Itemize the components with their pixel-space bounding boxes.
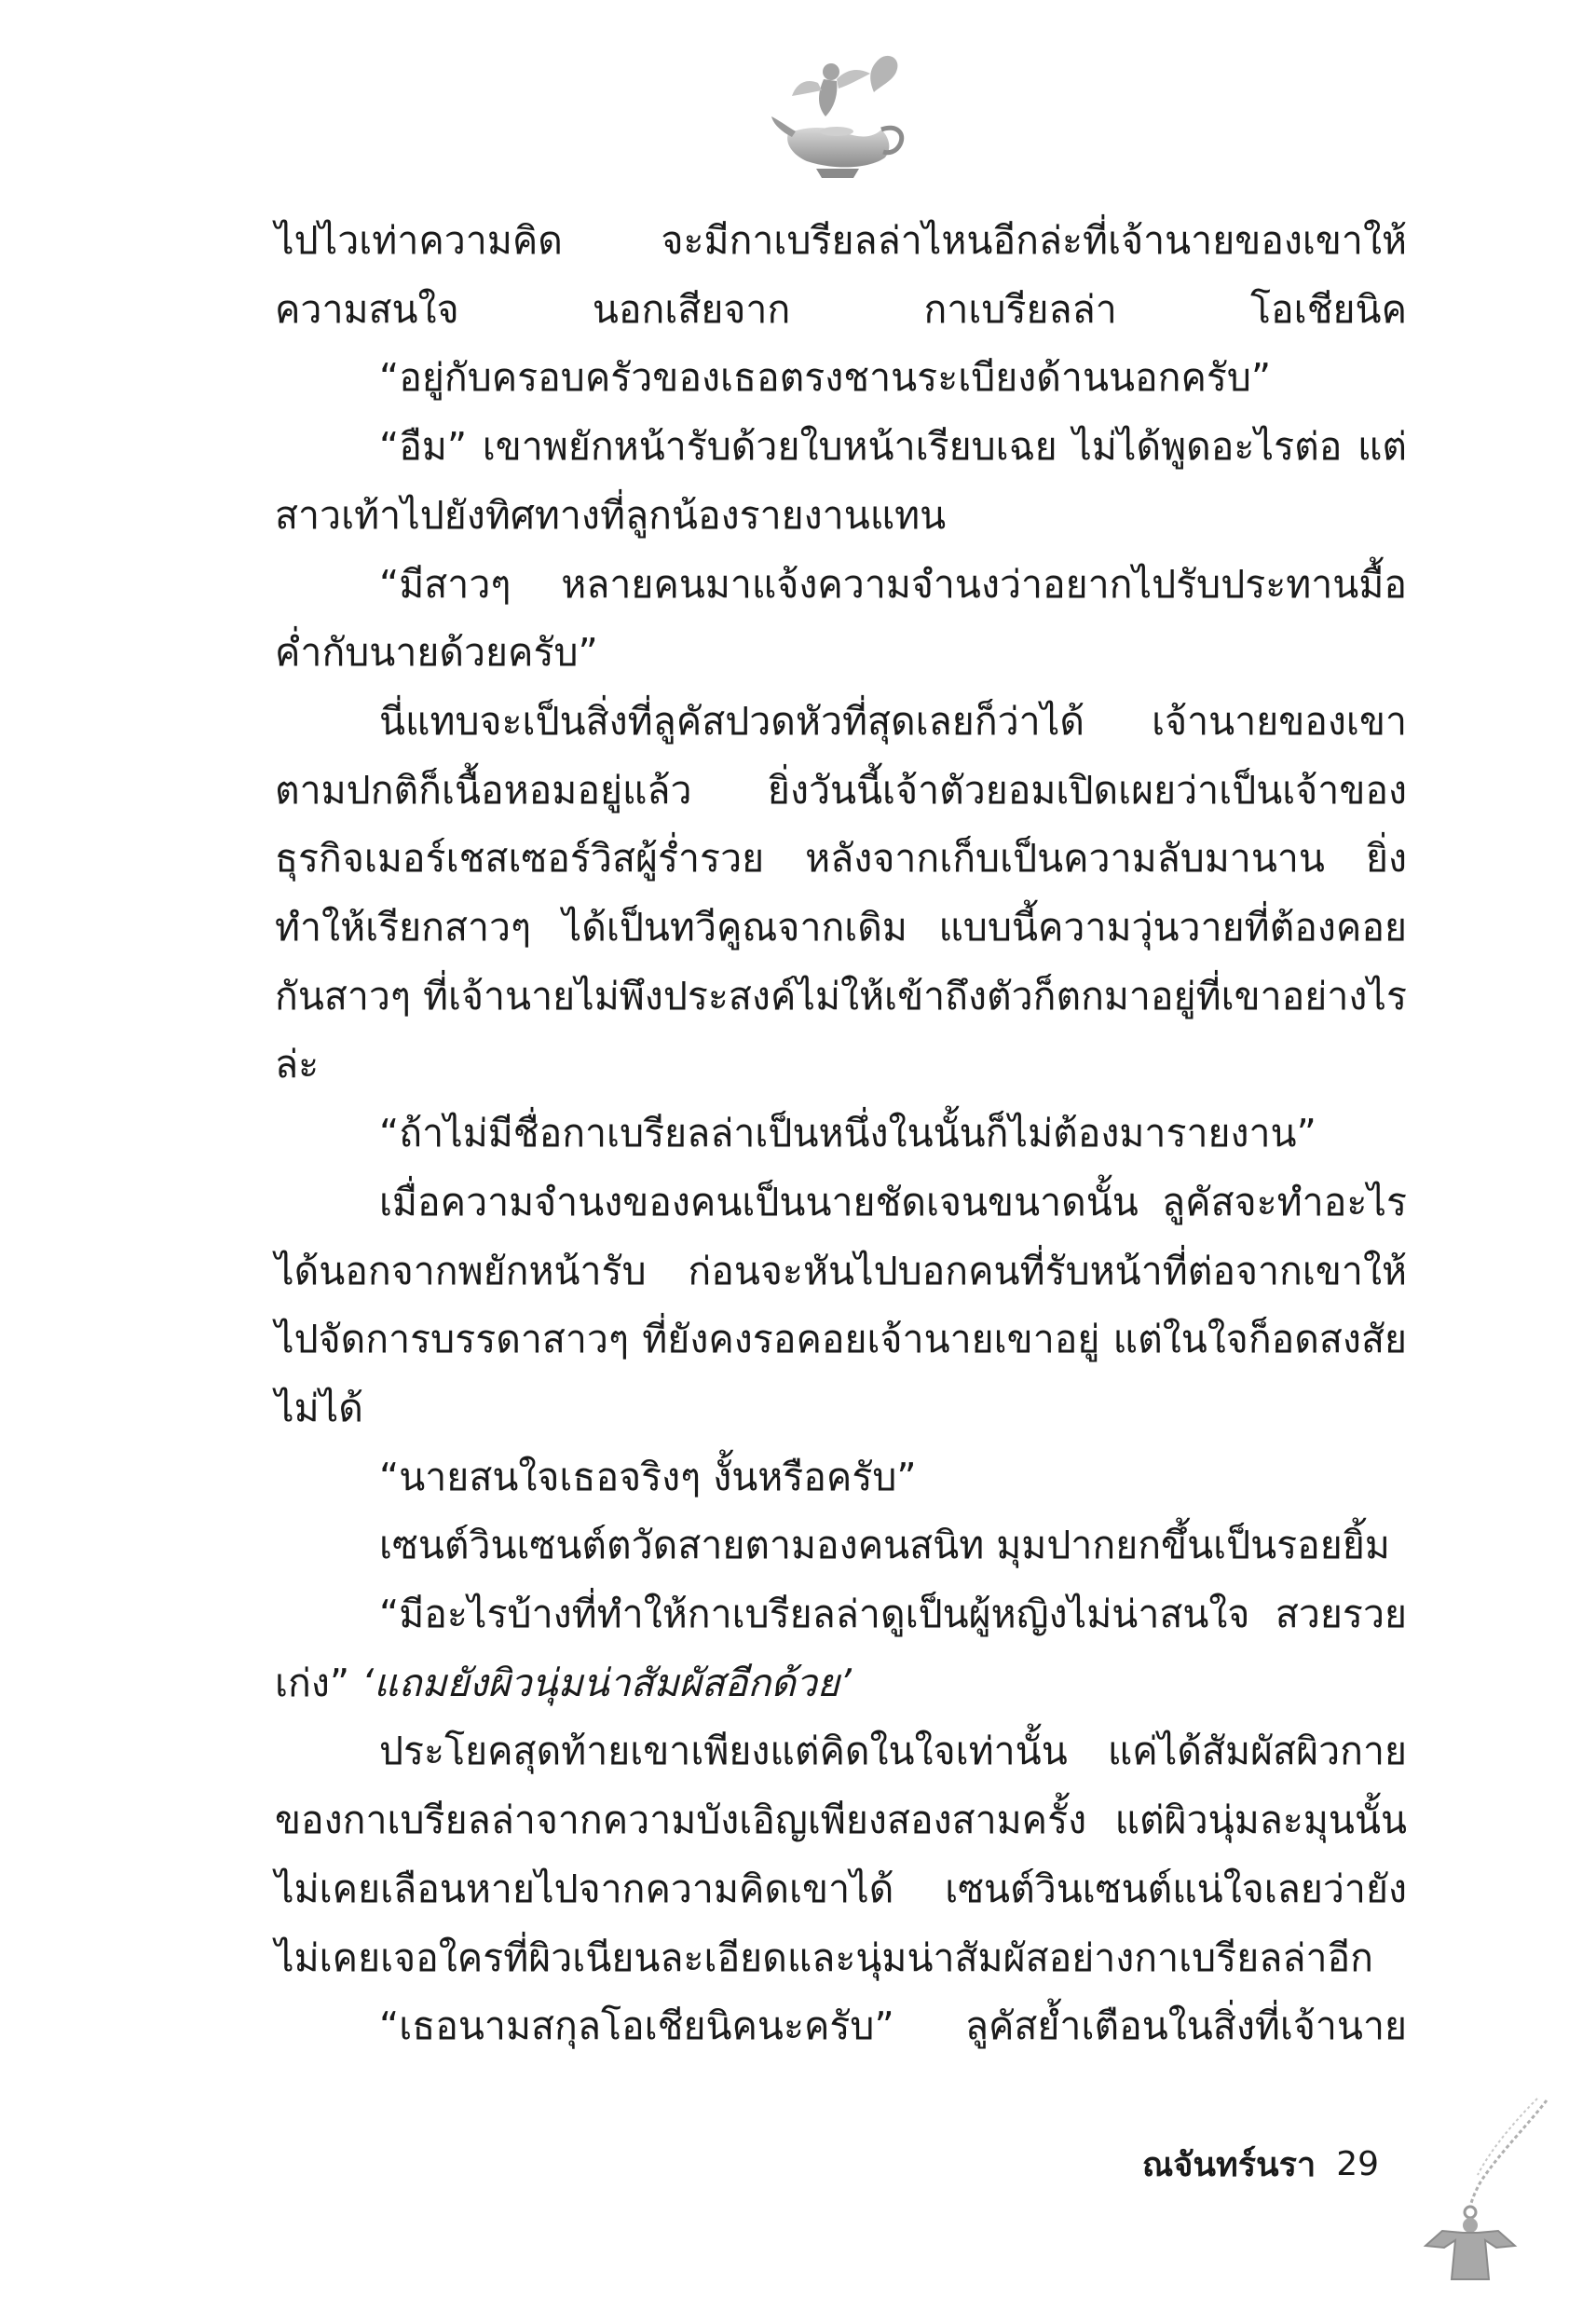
paragraph-5: นี่แทบจะเป็นสิ่งที่ลูคัสปวดหัวที่สุดเลยก็ว่าได้ เจ้านายของเขาตามปกติก็เนื้อหอมอยู่แล้ว ยิ่งวันนี้เจ้าตัวยอมเปิดเผยว่าเป็นเจ้าของธุรกิจเมอร์เชสเซอร์วิสผู้ร่ำรวย หลังจากเก็บเป็นความลับมานาน ยิ่งทำให้เรียกสาวๆ ได้เป็นทวีคูณจากเดิม แบบนี้ความวุ่นวายที่ต้องคอยกันสาวๆ ที่เจ้านายไม่พึงประสงค์ไม่ให้เข้าถึงตัวก็ตกมาอยู่ที่เขาอย่างไรล่ะ xyxy=(275,698,1408,1087)
paragraph-4: “มีสาวๆ หลายคนมาแจ้งความจำนงว่าอยากไปรับประทานมื้อค่ำกับนายด้วยครับ” xyxy=(275,561,1407,676)
paragraph-6: “ถ้าไม่มีชื่อกาเบรียลล่าเป็นหนึ่งในนั้นก็ไม่ต้องมารายงาน” xyxy=(379,1111,1316,1156)
paragraph-9: เซนต์วินเซนต์ตวัดสายตามองคนสนิท มุมปากยกขึ้นเป็นรอยยิ้ม xyxy=(379,1523,1390,1568)
paragraph-12: “เธอนามสกุลโอเชียนิคนะครับ” ลูคัสย้ำเตือนในสิ่งที่เจ้านาย xyxy=(379,2003,1407,2049)
body-text xyxy=(275,207,1407,2061)
angel-pendant-icon xyxy=(1398,2097,1556,2283)
paragraph-1: ไปไวเท่าความคิด จะมีกาเบรียลล่าไหนอีกล่ะที่เจ้านายของเขาให้ความสนใจ นอกเสียจาก กาเบรียลล่า โอเชียนิค xyxy=(275,218,1407,332)
paragraph-10 xyxy=(275,1580,1407,1717)
page-number: 29 xyxy=(1336,2144,1379,2183)
paragraph-8: “นายสนใจเธอจริงๆ งั้นหรือครับ” xyxy=(379,1454,917,1499)
paragraph-11: ประโยคสุดท้ายเขาเพียงแต่คิดในใจเท่านั้น แค่ได้สัมผัสผิวกายของกาเบรียลล่าจากความบังเอิญเพียงสองสามครั้ง แต่ผิวนุ่มละมุนนั้นไม่เคยเลือนหายไปจากความคิดเขาได้ เซนต์วินเซนต์แน่ใจเลยว่ายังไม่เคยเจอใครที่ผิวเนียนละเอียดและนุ่มน่าสัมผัสอย่างกาเบรียลล่าอีก xyxy=(275,1729,1407,1980)
paragraph-10-text: “มีอะไรบ้างที่ทำให้กาเบรียลล่าดูเป็นผู้หญิงไม่น่าสนใจ สวยรวย เก่ง” xyxy=(275,1592,1407,1705)
author-name: ณจันทร์นรา xyxy=(1141,2145,1316,2184)
page-footer xyxy=(1099,2136,1379,2192)
paragraph-2: “อยู่กับครอบครัวของเธอตรงชานระเบียงด้านนอกครับ” xyxy=(379,355,1272,401)
paragraph-10-italic-thought: ‘แถมยังผิวนุ่มน่าสัมผัสอีกด้วย’ xyxy=(349,1660,852,1705)
paragraph-7: เมื่อความจำนงของคนเป็นนายชัดเจนขนาดนั้น ลูคัสจะทำอะไรได้นอกจากพยักหน้ารับ ก่อนจะหันไปบอกคนที่รับหน้าที่ต่อจากเขาให้ไปจัดการบรรดาสาวๆ ที่ยังคงรอคอยเจ้านายเขาอยู่ แต่ในใจก็อดสงสัยไม่ได้ xyxy=(275,1179,1407,1430)
paragraph-3: “อืม” เขาพยักหน้ารับด้วยใบหน้าเรียบเฉย ไม่ได้พูดอะไรต่อ แต่สาวเท้าไปยังทิศทางที่ลูกน้องรายงานแทน xyxy=(275,424,1407,538)
genie-lamp-ornament-icon xyxy=(770,51,909,182)
